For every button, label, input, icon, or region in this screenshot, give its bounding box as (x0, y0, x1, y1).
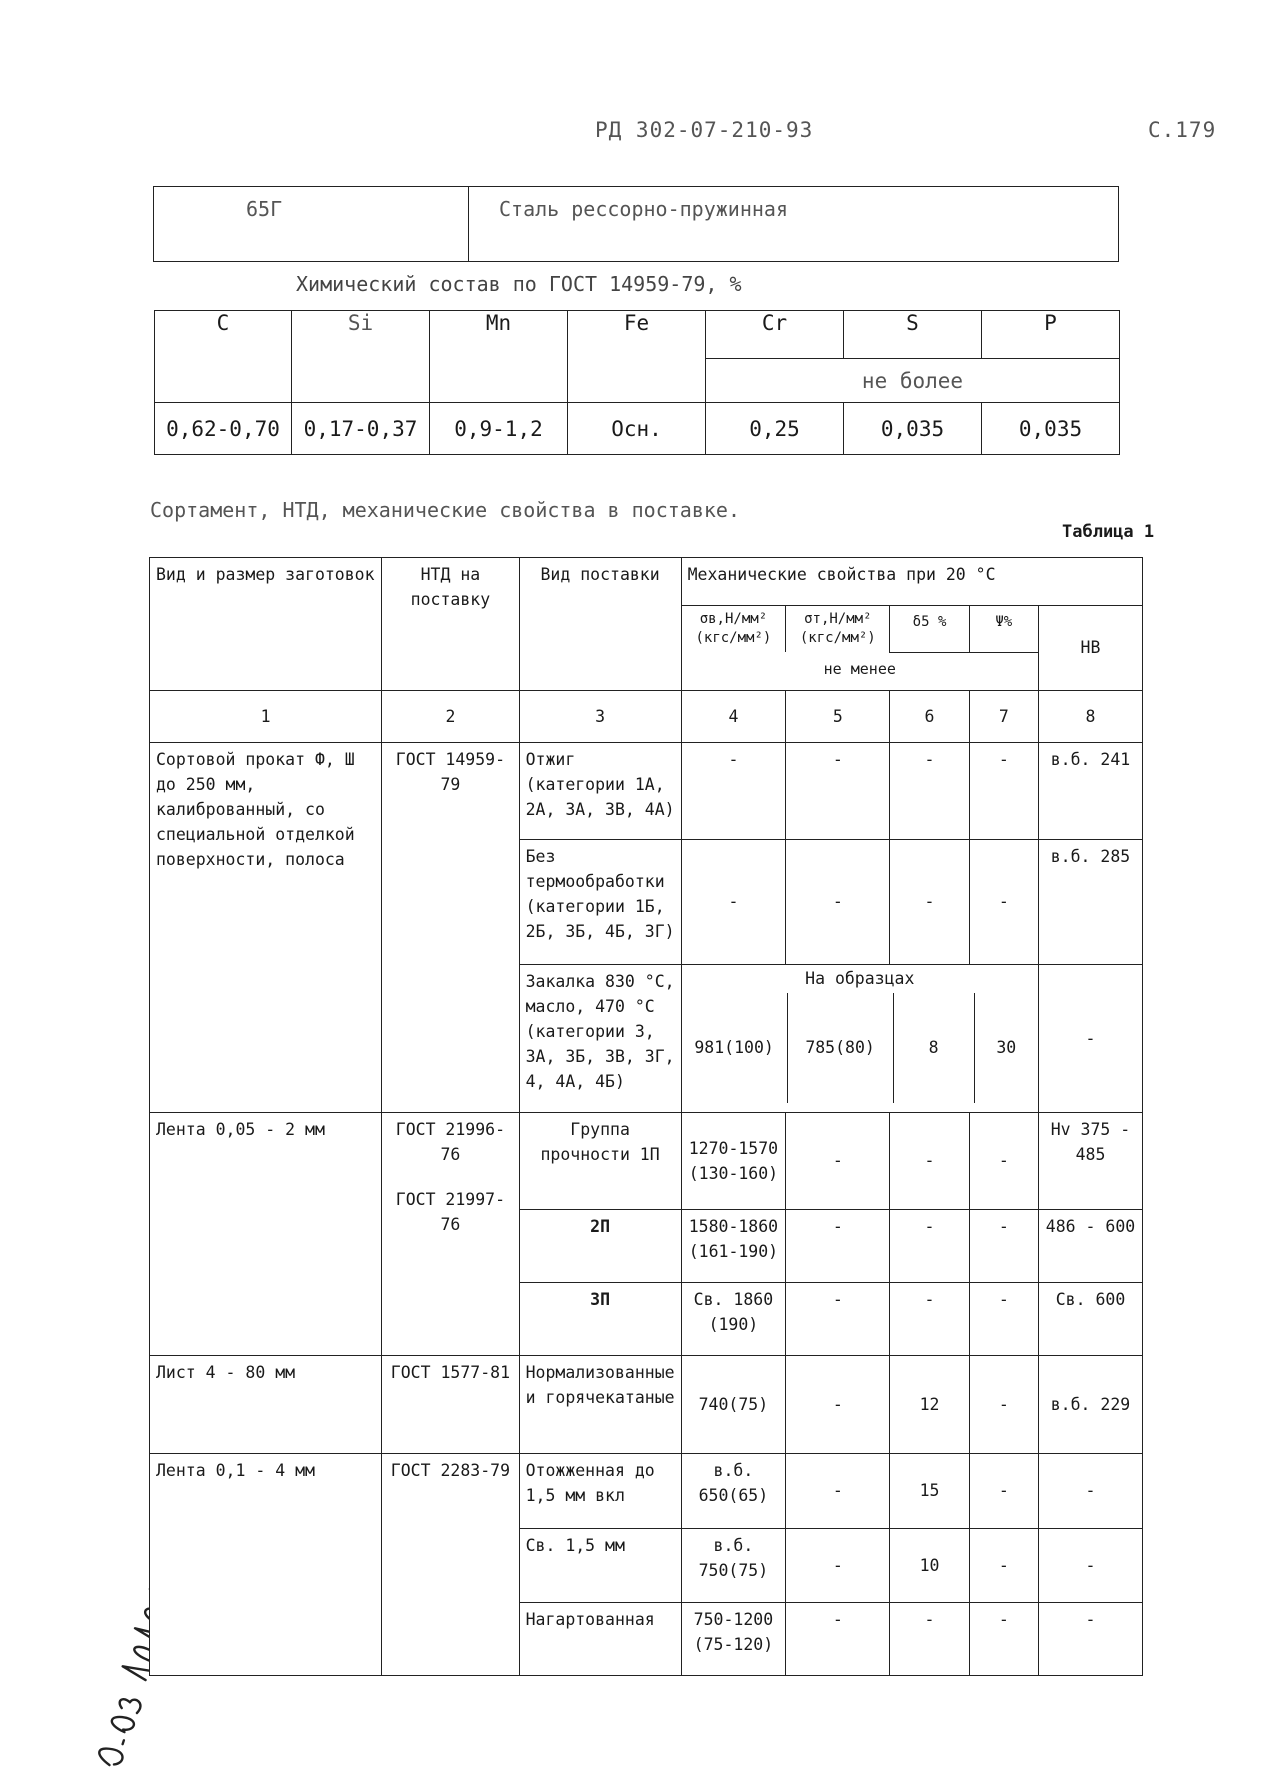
col-number: 5 (786, 690, 890, 742)
sigma-b-cell: - (681, 839, 786, 964)
supply-cell: Нормализованные и горячекатаные (519, 1355, 681, 1453)
page-number: С.179 (1148, 118, 1217, 142)
sigma-b-cell: Св. 1860 (190) (681, 1282, 786, 1355)
hb-cell: - (1038, 1453, 1142, 1528)
sigma-b-cell: 750-1200 (75-120) (681, 1602, 786, 1675)
delta5-cell: - (890, 1602, 969, 1675)
grade-description: Сталь рессорно-пружинная (499, 197, 788, 221)
product-cell: Лента 0,05 - 2 мм (150, 1112, 382, 1355)
chem-caption: Химический состав по ГОСТ 14959-79, % (296, 272, 742, 296)
sigma-t-cell: - (786, 1209, 890, 1282)
psi-cell: 30 (996, 1037, 1017, 1057)
chem-value-mn: 0,9-1,2 (430, 403, 568, 455)
psi-cell: - (969, 742, 1038, 839)
delta5-cell: - (890, 1209, 969, 1282)
col-number: 7 (969, 690, 1038, 742)
sigma-b-cell: 981(100) (682, 993, 788, 1103)
header-sigma-t: σт,Н/мм² (кгс/мм²) (786, 606, 890, 653)
sigma-b-cell: в.б. 650(65) (681, 1453, 786, 1528)
chem-head-mn: Mn (430, 311, 568, 403)
header-mech: Механические свойства при 20 °С (681, 558, 1142, 606)
chem-value-p: 0,035 (982, 403, 1120, 455)
hb-cell: - (1038, 1528, 1142, 1602)
hb-cell: 486 - 600 (1038, 1209, 1142, 1282)
col-number: 6 (890, 690, 969, 742)
psi-cell: - (969, 1112, 1038, 1209)
chem-head-si: Si (292, 311, 430, 403)
table-row (150, 1355, 1143, 1453)
product-cell: Лента 0,1 - 4 мм (150, 1453, 382, 1675)
sigma-b-cell: - (681, 742, 786, 839)
chem-value-s: 0,035 (844, 403, 982, 455)
delta5-cell: - (890, 1112, 969, 1209)
ntd-cell: ГОСТ 21996-76 ГОСТ 21997-76 (382, 1112, 519, 1355)
ntd-cell: ГОСТ 2283-79 (382, 1453, 519, 1675)
ntd-cell: ГОСТ 1577-81 (382, 1355, 519, 1453)
chem-value-si: 0,17-0,37 (292, 403, 430, 455)
sigma-t-cell: - (786, 742, 890, 839)
header-psi: Ψ% (969, 606, 1038, 653)
supply-cell: Отожженная до 1,5 мм вкл (519, 1453, 681, 1528)
header-sigma-b: σв,Н/мм² (кгс/мм²) (681, 606, 786, 653)
chem-head-fe: Fe (568, 311, 706, 403)
header-supply: Вид поставки (519, 558, 681, 691)
sigma-b-cell: 740(75) (681, 1355, 786, 1453)
psi-cell: - (969, 1355, 1038, 1453)
sigma-t-cell: - (786, 1453, 890, 1528)
supply-cell: Отжиг (категории 1А, 2А, 3А, 3В, 4А) (519, 742, 681, 839)
product-cell: Лист 4 - 80 мм (150, 1355, 382, 1453)
supply-cell: Закалка 830 °С, масло, 470 °С (категории 3, 3А, 3Б, 3В, 3Г, 4, 4А, 4Б) (519, 964, 681, 1112)
sigma-t-cell: - (786, 1355, 890, 1453)
sigma-t-cell: - (786, 1112, 890, 1209)
sortament-caption: Сортамент, НТД, механические свойства в поставке. (150, 498, 741, 522)
delta5-cell: 15 (890, 1453, 969, 1528)
grade-code: 65Г (246, 197, 283, 221)
table-row (150, 1453, 1143, 1528)
hb-cell: в.б. 241 (1038, 742, 1142, 839)
chem-head-p: P (982, 311, 1120, 359)
hb-cell: Св. 600 (1038, 1282, 1142, 1355)
table-row (150, 742, 1143, 839)
supply-cell: Группа прочности 1П (519, 1112, 681, 1209)
psi-cell: - (969, 1453, 1038, 1528)
table-row (150, 1112, 1143, 1209)
grade-table (153, 186, 1119, 262)
hb-cell: - (1038, 1602, 1142, 1675)
specimen-note: На образцах (805, 968, 915, 988)
col-number: 2 (382, 690, 519, 742)
hb-cell: в.б. 285 (1038, 839, 1142, 964)
sortament-table (149, 557, 1143, 1676)
hb-cell: в.б. 229 (1038, 1355, 1142, 1453)
sigma-b-cell: в.б. 750(75) (681, 1528, 786, 1602)
header-hb: НВ (1038, 606, 1142, 691)
sigma-t-cell: 785(80) (788, 993, 894, 1103)
chem-value-cr: 0,25 (706, 403, 844, 455)
col-number: 3 (519, 690, 681, 742)
sigma-b-cell: 1580-1860 (161-190) (681, 1209, 786, 1282)
chem-value-fe: Осн. (568, 403, 706, 455)
delta5-cell: - (890, 1282, 969, 1355)
psi-cell: - (969, 1282, 1038, 1355)
table-label: Таблица 1 (1062, 522, 1155, 542)
sigma-t-cell: - (786, 1528, 890, 1602)
chem-value-c: 0,62-0,70 (155, 403, 292, 455)
supply-cell: Св. 1,5 мм (519, 1528, 681, 1602)
specimen-block (681, 964, 1038, 1112)
header-not-less: не менее (681, 652, 1038, 690)
chem-head-c: C (155, 311, 292, 403)
chem-head-cr: Cr (706, 311, 844, 359)
supply-cell: Без термообработки (категории 1Б, 2Б, 3Б, 4Б, 3Г) (519, 839, 681, 964)
product-cell: Сортовой прокат Ф, Ш до 250 мм, калиброванный, со специальной отделкой поверхности, полоса (150, 742, 382, 1112)
psi-cell: - (969, 1602, 1038, 1675)
hb-cell: Hv 375 - 485 (1038, 1112, 1142, 1209)
header-delta5: δ5 % (890, 606, 969, 653)
chem-table (154, 310, 1120, 455)
header-product: Вид и размер заготовок (150, 558, 382, 691)
sigma-t-cell: - (786, 1602, 890, 1675)
delta5-cell: 8 (894, 993, 975, 1103)
delta5-cell: 12 (890, 1355, 969, 1453)
psi-cell: - (969, 1528, 1038, 1602)
ntd-cell: ГОСТ 14959-79 (382, 742, 519, 1112)
supply-cell: Нагартованная (519, 1602, 681, 1675)
delta5-cell: 10 (890, 1528, 969, 1602)
col-number: 8 (1038, 690, 1142, 742)
col-number: 4 (681, 690, 786, 742)
header-ntd: НТД на поставку (382, 558, 519, 691)
supply-cell: 2П (519, 1209, 681, 1282)
sigma-t-cell: - (786, 839, 890, 964)
hb-cell: - (1038, 964, 1142, 1112)
psi-cell: - (969, 1209, 1038, 1282)
col-number: 1 (150, 690, 382, 742)
chem-head-s: S (844, 311, 982, 359)
sigma-t-cell: - (786, 1282, 890, 1355)
delta5-cell: - (890, 839, 969, 964)
sigma-b-cell: 1270-1570 (130-160) (681, 1112, 786, 1209)
handwritten-margin-note (30, 1470, 150, 1770)
supply-cell: 3П (519, 1282, 681, 1355)
psi-cell: - (969, 839, 1038, 964)
chem-limit-note: не более (706, 359, 1120, 403)
document-id: РД 302-07-210-93 (595, 118, 814, 142)
delta5-cell: - (890, 742, 969, 839)
